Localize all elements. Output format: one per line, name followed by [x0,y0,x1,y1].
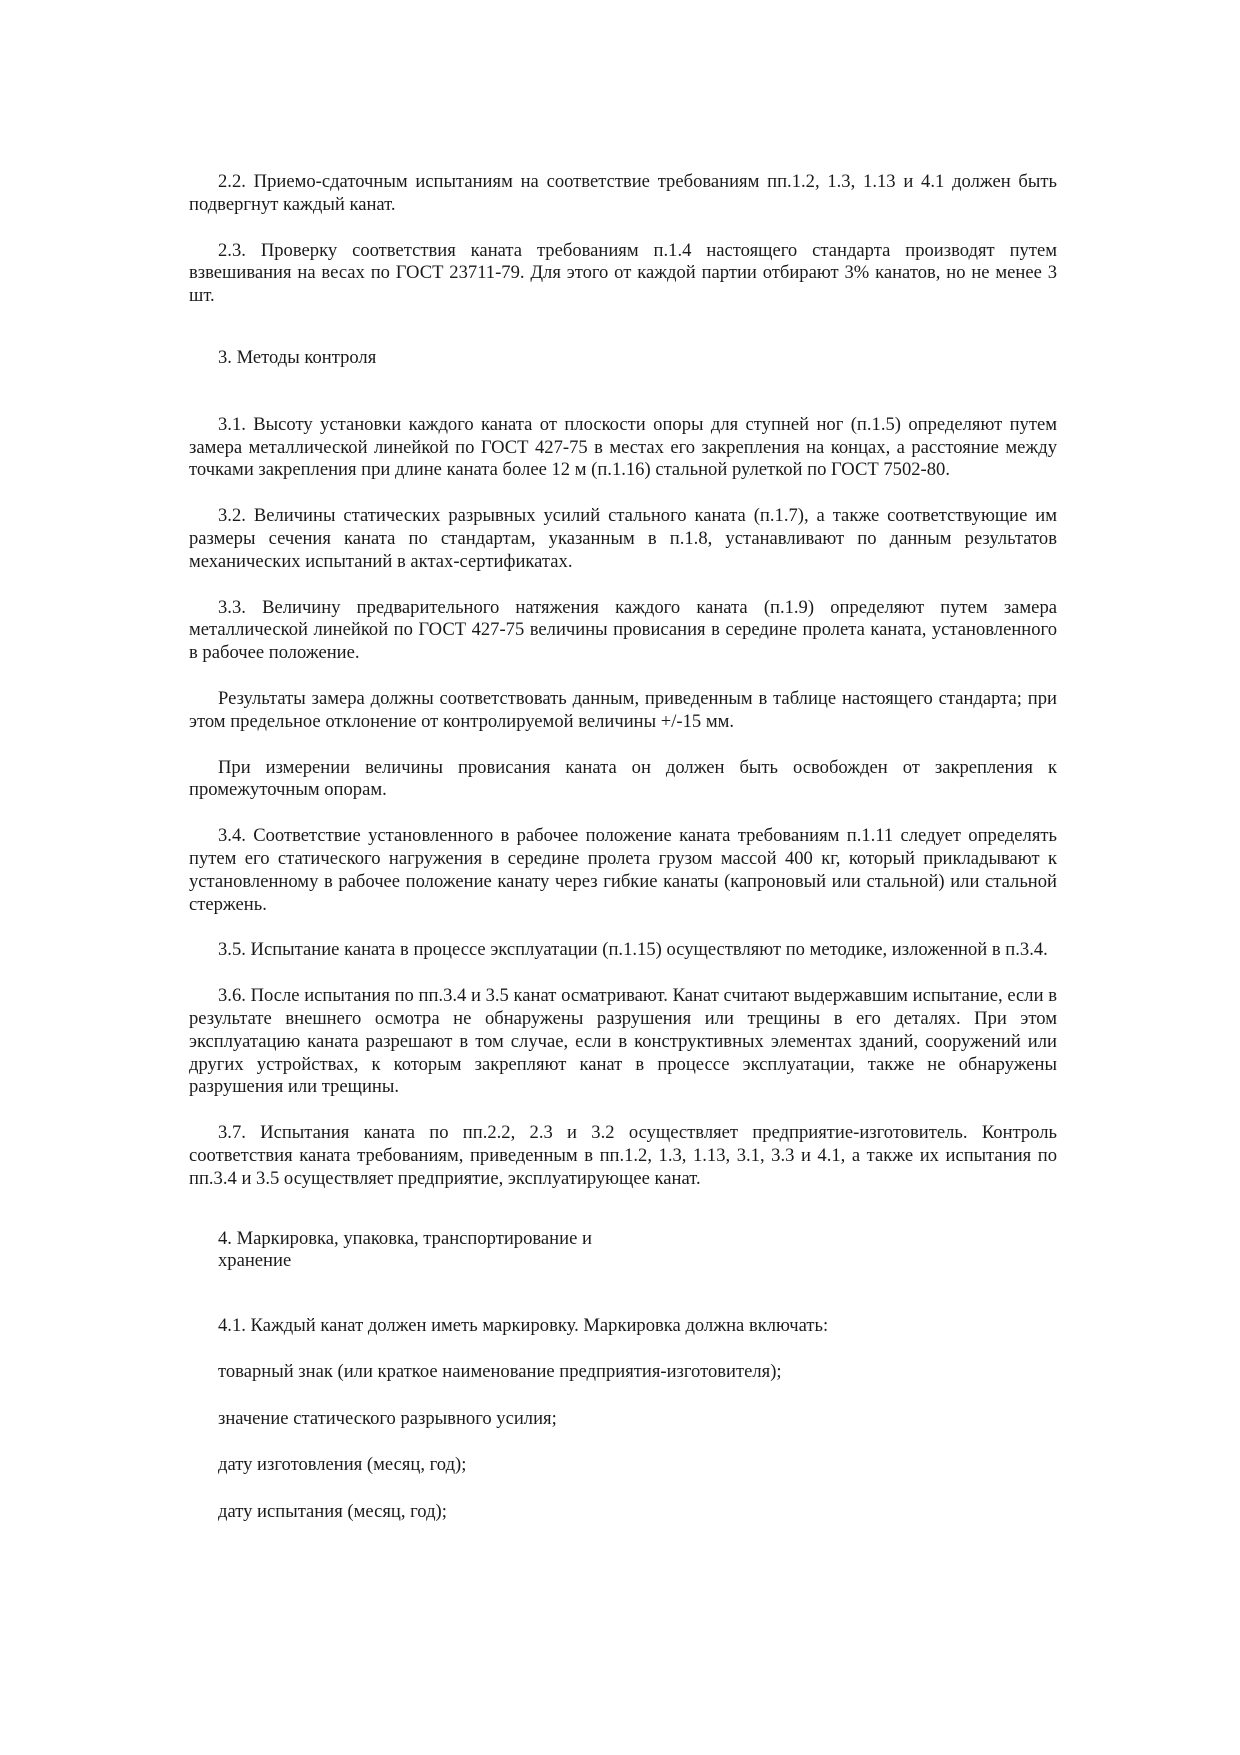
paragraph-3-3-results: Результаты замера должны соответствовать данным, приведенным в таблице настоящего стандарта; при этом предельное отклонение от контролируемой величины +/-15 мм. [189,687,1057,732]
list-item: товарный знак (или краткое наименование предприятия-изготовителя); [218,1361,782,1383]
list-item: значение статического разрывного усилия; [218,1407,557,1429]
paragraph-3-5: 3.5. Испытание каната в процессе эксплуатации (п.1.15) осуществляют по методике, изложенной в п.3.4. [218,939,1048,961]
section-heading-3: 3. Методы контроля [218,346,377,368]
paragraph-3-1: 3.1. Высоту установки каждого каната от плоскости опоры для ступней ног (п.1.5) определяют путем замера металлической линейкой по ГОСТ 427-75 в местах его закрепления на концах, а расстояние между точками закрепления при длине каната более 12 м (п.1.16) стальной рулеткой по ГОСТ 7502-80. [189,413,1057,481]
paragraph-2-3: 2.3. Проверку соответствия каната требованиям п.1.4 настоящего стандарта производят путем взвешивания на весах по ГОСТ 23711-79. Для этого от каждой партии отбирают 3% канатов, но не менее 3 шт. [189,239,1057,307]
paragraph-2-2: 2.2. Приемо-сдаточным испытаниям на соответствие требованиям пп.1.2, 1.3, 1.13 и 4.1 должен быть подвергнут каждый канат. [189,171,1057,215]
paragraph-4-1: 4.1. Каждый канат должен иметь маркировку. Маркировка должна включать: [218,1315,829,1337]
paragraph-3-6: 3.6. После испытания по пп.3.4 и 3.5 канат осматривают. Канат считают выдержавшим испытание, если в результате внешнего осмотра не обнаружены разрушения или трещины в его деталях. При этом эксплуатацию каната разрешают в том случае, если в конструктивных элементах зданий, сооружений или других устройствах, к которым закрепляют канат в процессе эксплуатации, также не обнаружены разрушения или трещины. [189,985,1057,1098]
paragraph-3-2: 3.2. Величины статических разрывных усилий стального каната (п.1.7), а также соответствующие им размеры сечения каната по стандартам, указанным в п.1.8, устанавливают по данным результатов механических испытаний в актах-сертификатах. [189,505,1057,572]
paragraph-3-7: 3.7. Испытания каната по пп.2.2, 2.3 и 3.2 осуществляет предприятие-изготовитель. Контроль соответствия каната требованиям, приведенным в пп.1.2, 1.3, 1.13, 3.1, 3.3 и 4.1, а также их испытания по пп.3.4 и 3.5 осуществляет предприятие, эксплуатирующее канат. [189,1122,1057,1189]
list-item: дату испытания (месяц, год); [218,1500,447,1522]
list-item: дату изготовления (месяц, год); [218,1454,467,1476]
section-heading-4: 4. Маркировка, упаковка, транспортирование и хранение [218,1227,592,1272]
paragraph-3-3-measurement: При измерении величины провисания каната он должен быть освобожден от закрепления к промежуточным опорам. [189,756,1057,801]
paragraph-3-3: 3.3. Величину предварительного натяжения каждого каната (п.1.9) определяют путем замера металлической линейкой по ГОСТ 427-75 величины провисания в середине пролета каната, установленного в рабочее положение. [189,596,1057,664]
paragraph-3-4: 3.4. Соответствие установленного в рабочее положение каната требованиям п.1.11 следует определять путем его статического нагружения в середине пролета грузом массой 400 кг, который прикладывают к установленному в рабочее положение канату через гибкие канаты (капроновый или стальной) или стальной стержень. [189,825,1057,915]
document-body [189,171,1057,1547]
